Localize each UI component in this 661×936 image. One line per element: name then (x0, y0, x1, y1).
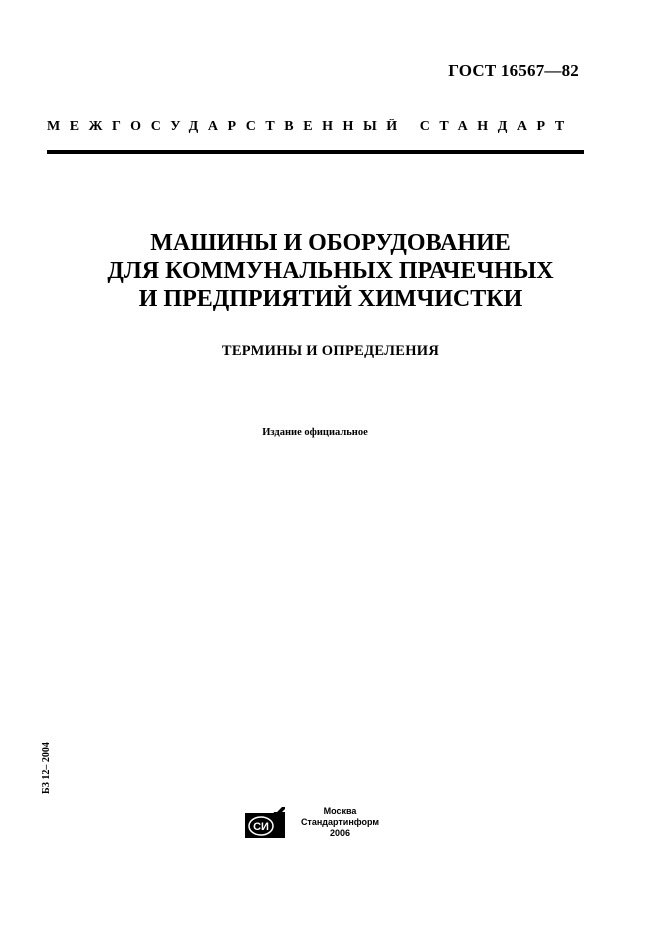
edition-note: Издание официальное (262, 427, 368, 438)
publisher-city: Москва (323, 806, 357, 816)
title-line-1: МАШИНЫ И ОБОРУДОВАНИЕ (150, 230, 511, 256)
interstate-standard-label: МЕЖГОСУДАРСТВЕННЫЙ СТАНДАРТ (47, 119, 574, 134)
title-line-3: И ПРЕДПРИЯТИЙ ХИМЧИСТКИ (138, 286, 523, 312)
logo-letters: СИ (253, 821, 269, 833)
publisher-info (295, 806, 385, 839)
publisher-name: Стандартинформ (300, 817, 380, 827)
publisher-year: 2006 (329, 828, 351, 838)
side-code: БЗ 12– 2004 (41, 742, 52, 794)
standard-code: ГОСТ 16567—82 (448, 61, 579, 80)
title-line-2: ДЛЯ КОММУНАЛЬНЫХ ПРАЧЕЧНЫХ (107, 258, 554, 284)
header-rule (47, 150, 584, 154)
document-title (0, 229, 661, 313)
standartinform-logo-icon (244, 806, 286, 839)
document-subtitle: ТЕРМИНЫ И ОПРЕДЕЛЕНИЯ (221, 343, 440, 359)
